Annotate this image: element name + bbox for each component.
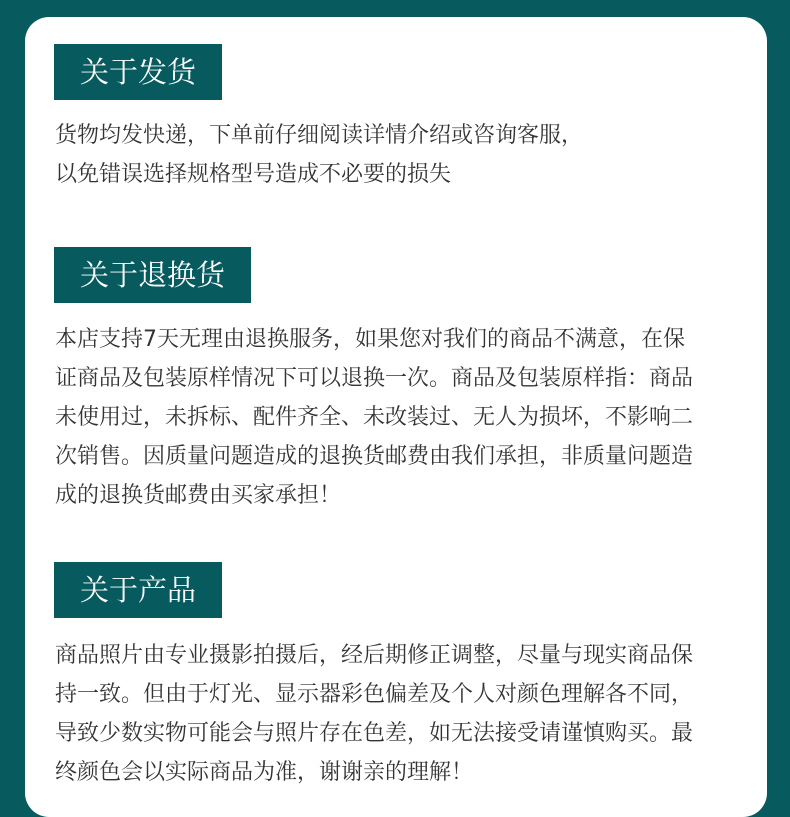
product-text-line: 导致少数实物可能会与照片存在色差，如无法接受请谨慎购买。最 — [55, 721, 694, 746]
returns-section-title: 关于退换货 — [54, 247, 251, 303]
returns-text-line: 未使用过，未拆标、配件齐全、未改装过、无人为损坏，不影响二 — [55, 405, 694, 430]
shipping-section-body — [55, 116, 755, 194]
shipping-section-title: 关于发货 — [54, 44, 222, 100]
returns-text-line: 证商品及包装原样情况下可以退换一次。商品及包装原样指：商品 — [55, 366, 694, 391]
product-section-title: 关于产品 — [54, 562, 222, 618]
info-card — [25, 17, 767, 817]
shipping-text-line: 以免错误选择规格型号造成不必要的损失 — [55, 162, 452, 187]
shipping-text-line: 货物均发快递，下单前仔细阅读详情介绍或咨询客服， — [55, 123, 584, 148]
product-section-body — [55, 636, 755, 792]
product-text-line: 持一致。但由于灯光、显示器彩色偏差及个人对颜色理解各不同， — [55, 682, 694, 707]
returns-text-line: 本店支持7天无理由退换服务，如果您对我们的商品不满意，在保 — [55, 327, 685, 352]
product-text-line: 终颜色会以实际商品为准，谢谢亲的理解！ — [55, 760, 474, 785]
returns-text-line: 成的退换货邮费由买家承担！ — [55, 483, 342, 508]
product-text-line: 商品照片由专业摄影拍摄后，经后期修正调整，尽量与现实商品保 — [55, 643, 694, 668]
returns-text-line: 次销售。因质量问题造成的退换货邮费由我们承担，非质量问题造 — [55, 444, 694, 469]
returns-section-body — [55, 320, 755, 515]
